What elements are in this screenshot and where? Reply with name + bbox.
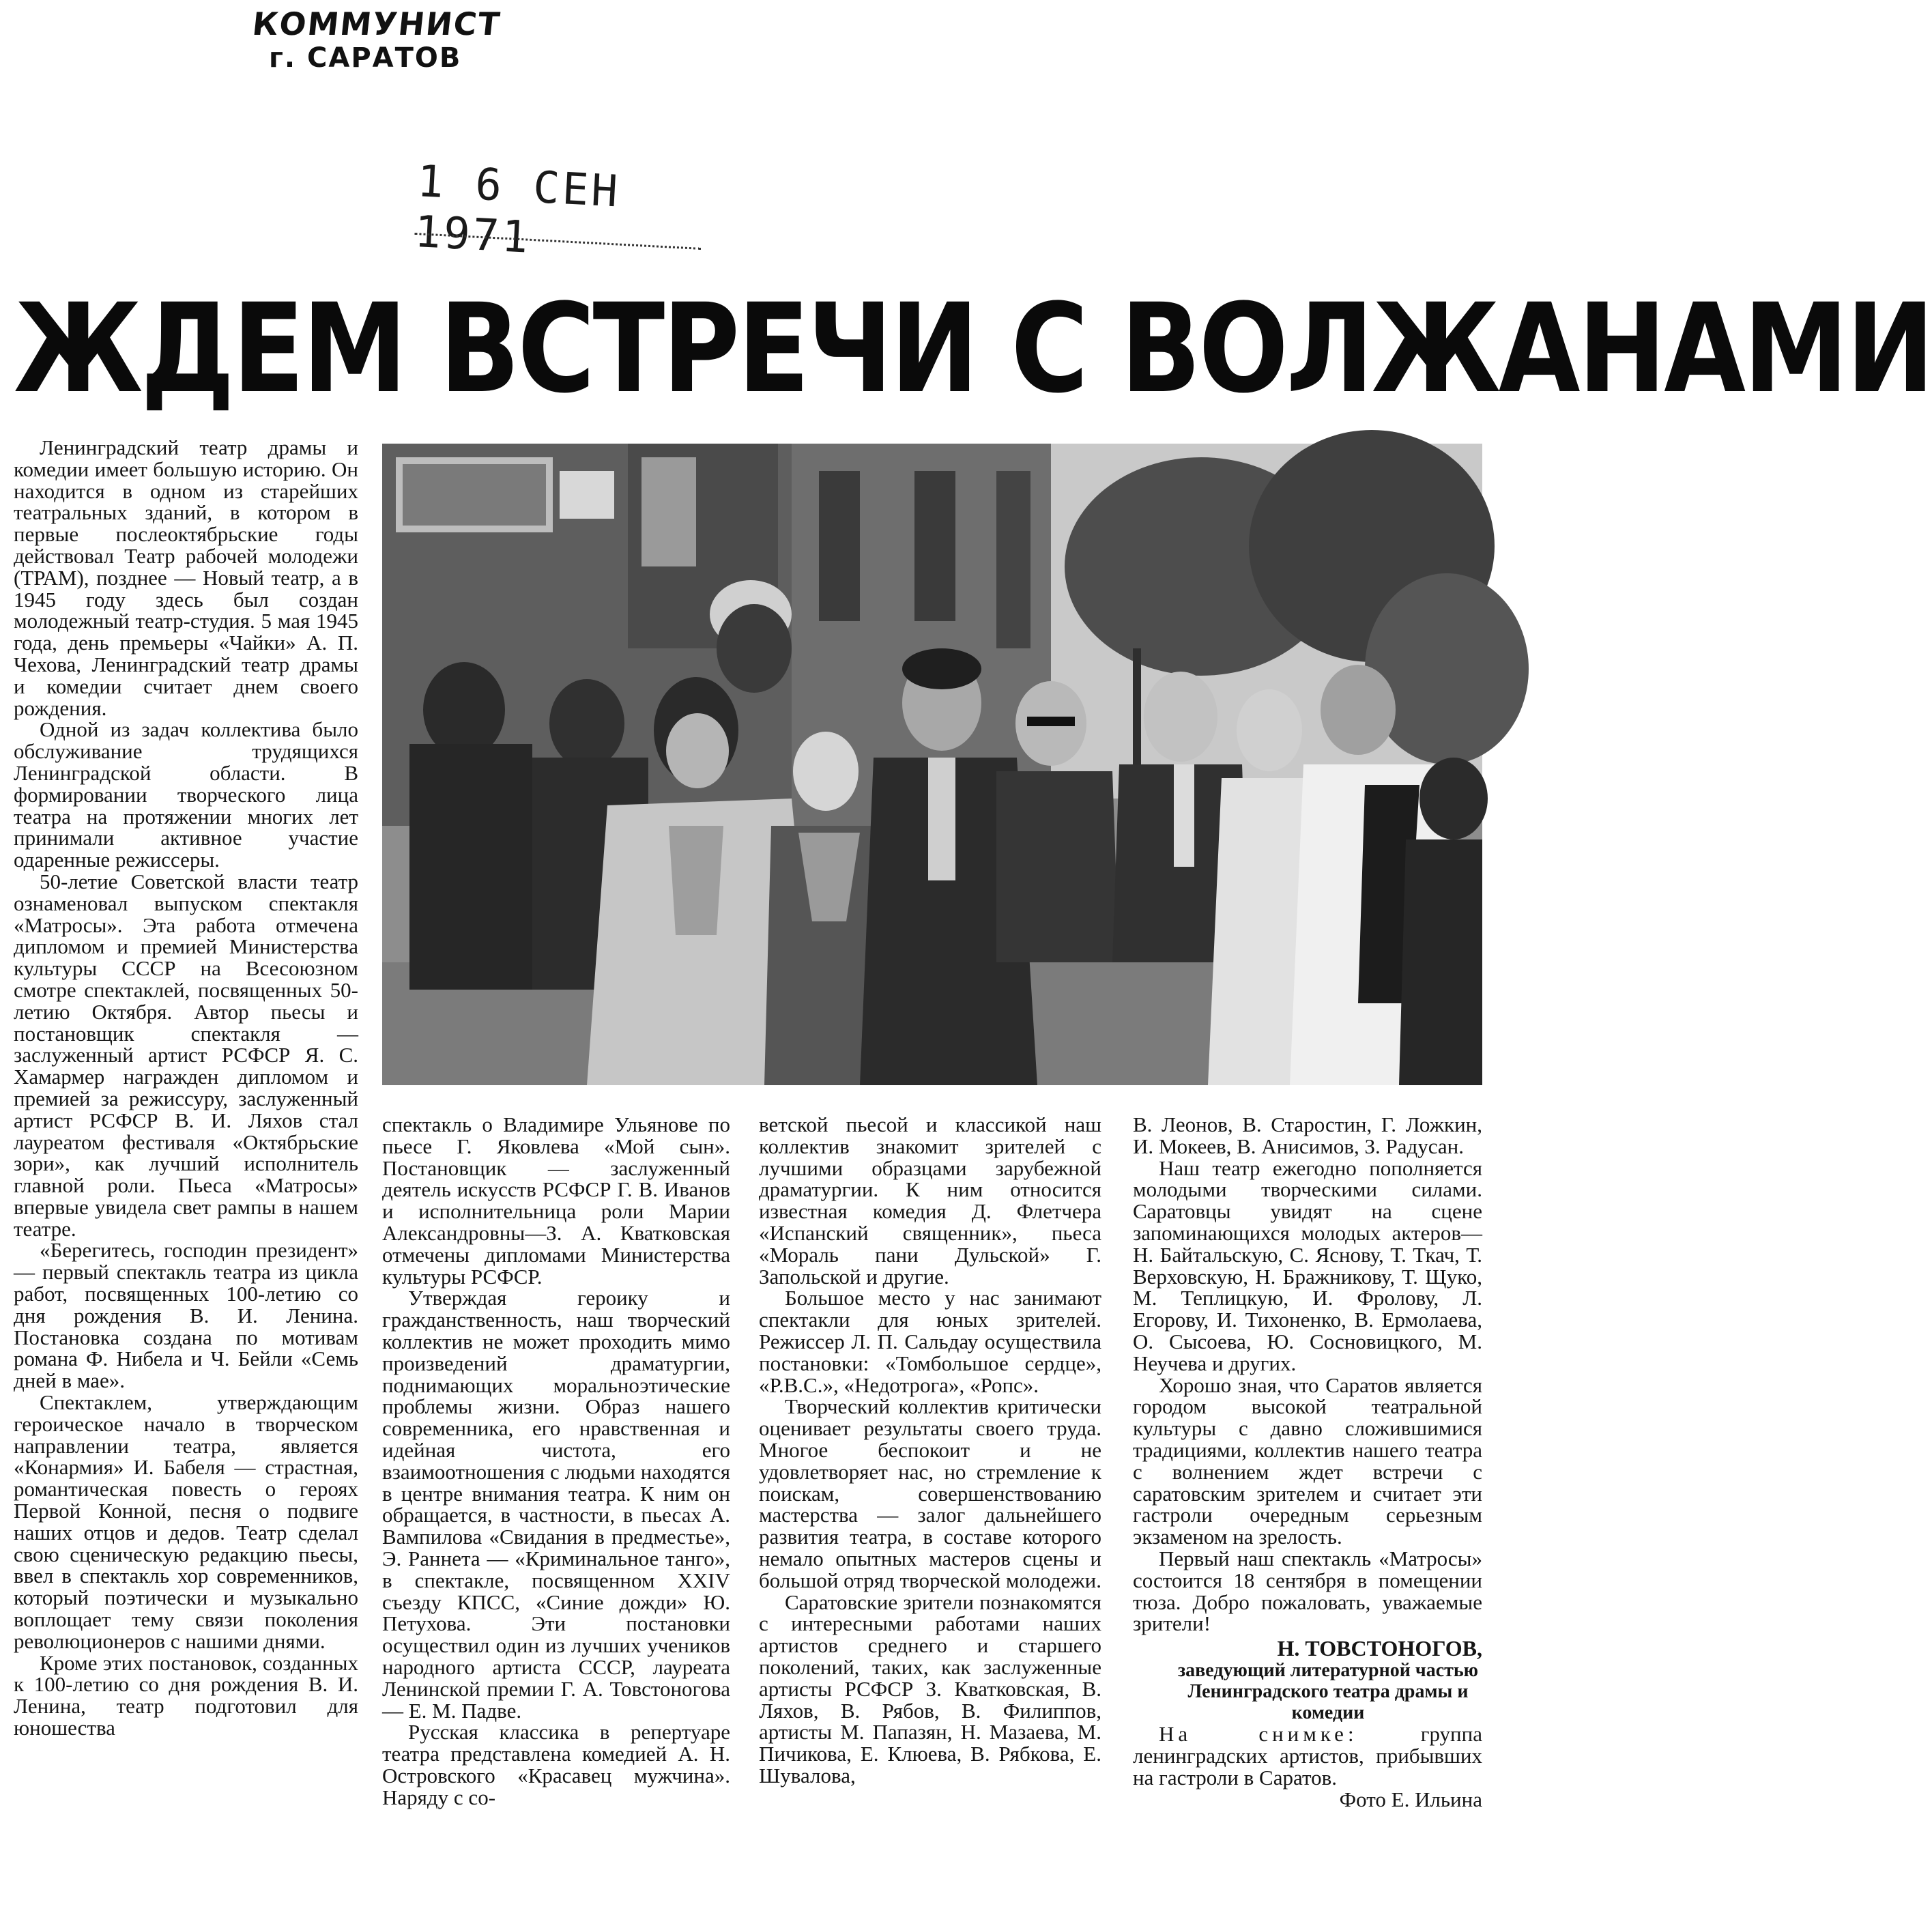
paragraph: Хорошо зная, что Саратов является городом высокой театральной культуры с давно сложившимися традициями, коллектив нашего театра с волнением ждет встречи с саратовским зрителем и считает эти гастроли очередным серьезным экзаменом на зрелость. [1133, 1373, 1482, 1549]
date-stamp [413, 156, 705, 263]
article-column-3 [759, 1114, 1101, 1787]
paragraph: Творческий коллектив критически оценивает результаты своего труда. Многое беспокоит и не удовлетворяет нас, но стремление к поискам, совершенствованию мастерства — залог дальнейшего развития театра, в составе которого немало опытных мастеров сцены и большой отряд творческой молодежи. [759, 1394, 1101, 1592]
group-photo [382, 444, 1482, 1085]
author-signature: Н. ТОВСТОНОГОВ, [1277, 1636, 1482, 1661]
paragraph: 50-летие Советской власти театр ознаменовал выпуском спектакля «Матросы». Эта работа отмечена дипломом и премией Министерства культуры СССР на Всесоюзном смотре спектаклей, посвященных 50-летию Октября. Автор пьесы и постановщик спектакля — заслуженный артист РСФСР Я. С. Хамармер награжден дипломом и премией за режиссуру, заслуженный артист РСФСР В. И. Ляхов стал лауреатом фестиваля «Октябрьские зори», как лучший исполнитель главной роли. Пьеса «Матросы» впервые увидела свет рампы в нашем театре. [14, 869, 358, 1241]
paragraph: Ленинградский театр драмы и комедии имеет большую историю. Он находится в одном из старейших театральных зданий, в котором в первые послеоктябрьские годы действовал Театр рабочей молодежи (ТРАМ), позднее — Новый театр, а в 1945 году здесь был создан молодежный театр-студия. 5 мая 1945 года, день премьеры «Чайки» А. П. Чехова, Ленинградский театр драмы и комедии считает днем своего рождения. [14, 435, 358, 720]
paragraph: Одной из задач коллектива было обслуживание трудящихся Ленинградской области. В формировании творческого лица театра на протяжении многих лет принимали активное участие одаренные режиссеры. [14, 717, 358, 872]
newspaper-city: г. САРАТОВ [269, 42, 462, 74]
article-column-2 [382, 1114, 730, 1809]
photo-caption [1133, 1723, 1482, 1788]
paragraph: Наш театр ежегодно пополняется молодыми творческими силами. Саратовцы увидят на сцене запоминающихся молодых актеров—Н. Байтальскую, С. Яснову, Т. Ткач, Т. Верховскую, Н. Бражникову, Т. Щуко, М. Теплицкую, И. Фролову, Л. Егорову, И. Тихоненко, В. Ермолаева, О. Сысоева, Ю. Сосновицкого, М. Неучева и других. [1133, 1155, 1482, 1375]
paragraph: «Берегитесь, господин президент» — первый спектакль театра из цикла работ, посвященных 100-летию со дня рождения В. И. Ленина. Постановка создана по мотивам романа Ф. Нибела и Ч. Бейли «Семь дней в мае». [14, 1238, 358, 1393]
caption-text: группа ленинградских артистов, прибывших на гастроли в Саратов. [1133, 1722, 1482, 1790]
photo-illustration [382, 444, 1482, 1085]
paragraph: Спектаклем, утверждающим героическое начало в творческом направлении театра, является «Конармия» И. Бабеля — страстная, романтическая повесть о героях Первой Конной, песня о подвиге наших отцов и дедов. Театр сделал свою сценическую редакцию пьесы, ввел в спектакль хор современников, который поэтически и музыкально воплощает тему связи поколения революционеров с нашими днями. [14, 1390, 358, 1653]
paragraph: В. Леонов, В. Старостин, Г. Ложкин, И. Мокеев, В. Анисимов, З. Радусан. [1133, 1112, 1482, 1158]
date-stamp-text: 1 6 СЕН 1971 [413, 156, 622, 263]
clipping-header [246, 5, 505, 74]
article-column-4 [1133, 1114, 1482, 1810]
paragraph: Русская классика в репертуаре театра представлена комедией А. Н. Островского «Красавец мужчина». Наряду с со- [382, 1720, 730, 1809]
paragraph: Кроме этих постановок, созданных к 100-летию со дня рождения В. И. Ленина, театр подготовил для юношества [14, 1650, 358, 1740]
photo-credit: Фото Е. Ильина [1339, 1787, 1482, 1811]
newspaper-name: КОММУНИСТ [250, 5, 503, 42]
headline: ЖДЕМ ВСТРЕЧИ С ВОЛЖАНАМИ [14, 278, 1932, 420]
paragraph: Утверждая героику и гражданственность, наш творческий коллектив не может проходить мимо произведений драматургии, поднимающих моральноэтические проблемы жизни. Образ нашего современника, его нравственная и идейная чистота, его взаимоотношения с людьми находятся в центре внимания театра. К ним он обращается, в частности, в пьесах А. Вампилова «Свидания в предместье», Э. Раннета — «Криминальное танго», в спектакле, посвященном XXIV съезду КПСС, «Синие дожди» Ю. Петухова. Эти постановки осуществил один из лучших учеников народного артиста СССР, лауреата Ленинской премии Г. А. Товстоногова — Е. М. Падве. [382, 1286, 730, 1723]
paragraph: Первый наш спектакль «Матросы» состоится 18 сентября в помещении тюза. Добро пожаловать, уважаемые зрители! [1133, 1546, 1482, 1636]
article-column-1 [14, 437, 358, 1739]
paragraph: Большое место у нас занимают спектакли для юных зрителей. Режиссер Л. П. Сальдау осуществила постановки: «Томбольшое сердце», «Р.В.С.», «Недотрога», «Ропс». [759, 1286, 1101, 1397]
paragraph: спектакль о Владимире Ульянове по пьесе Г. Яковлева «Мой сын». Постановщик — заслуженный деятель искусств РСФСР Г. В. Иванов и исполнительница роли Марии Александровны—З. А. Кватковская отмечены дипломами Министерства культуры РСФСР. [382, 1112, 730, 1289]
paragraph: Саратовские зрители познакомятся с интересными работами наших артистов среднего и старшего поколений, таких, как заслуженные артисты РСФСР З. Кватковская, В. Ляхов, В. Рябов, В. Филиппов, артисты М. Папазян, Н. Мазаева, М. Пичикова, Е. Клюева, В. Рябкова, Е. Шувалова, [759, 1590, 1101, 1787]
paragraph: ветской пьесой и классикой наш коллектив знакомит зрителей с лучшими образцами зарубежной драматургии. К ним относится известная комедия Д. Флетчера «Испанский священник», пьеса «Мораль пани Дульской» Г. Запольской и другие. [759, 1112, 1101, 1289]
caption-lead: На снимке: [1159, 1722, 1358, 1747]
author-role: заведующий литературной частью Ленинградского театра драмы и комедии [1177, 1660, 1479, 1724]
